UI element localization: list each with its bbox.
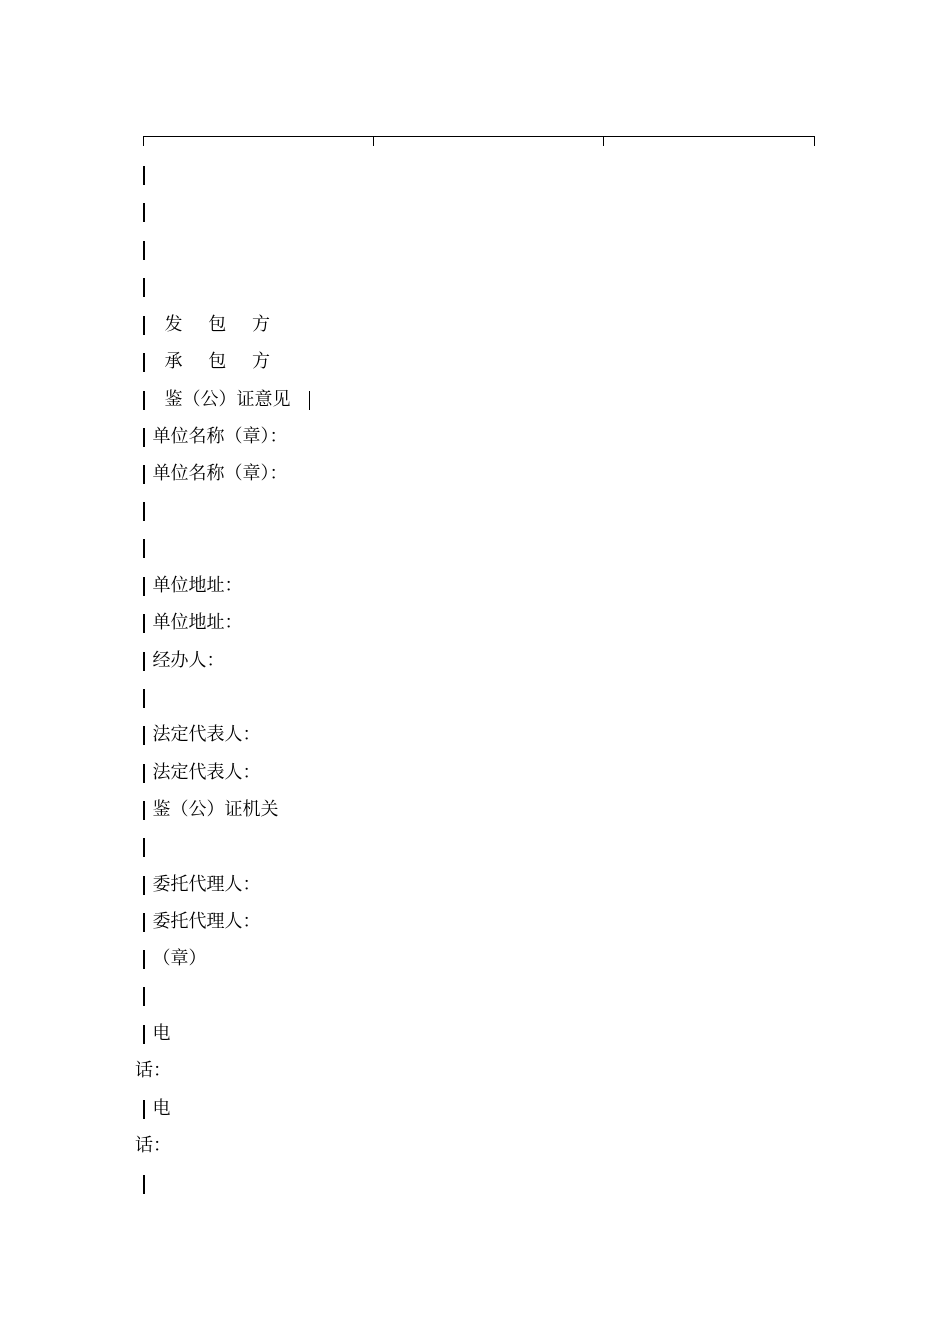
party-a-heading: 发 包 方: [164, 314, 280, 335]
cell-border: [143, 838, 145, 857]
cell-border: [143, 913, 145, 932]
cell-border: [143, 502, 145, 521]
cell-border: [143, 876, 145, 895]
unit-address-label: 单位地址：: [152, 575, 243, 596]
cell-border: [143, 1175, 145, 1194]
cell-border: [143, 950, 145, 969]
table-row: [143, 948, 207, 970]
table-row: [143, 1098, 171, 1120]
table-row: [143, 463, 288, 485]
cell-border: [143, 316, 145, 335]
table-row: [143, 426, 288, 448]
cell-border: [143, 764, 145, 783]
table-top-border: [143, 136, 815, 137]
cell-border: [143, 353, 145, 372]
empty-row: [143, 239, 153, 261]
cell-border: [143, 1100, 145, 1119]
phone-label-part2: 话：: [135, 1135, 171, 1156]
legal-rep-label: 法定代表人：: [152, 724, 261, 745]
phone-label-part2: 话：: [135, 1060, 171, 1081]
seal-label: （章）: [152, 948, 207, 969]
empty-row: [143, 836, 153, 858]
phone-label-part1: 电: [152, 1023, 171, 1044]
phone-label-part1: 电: [152, 1098, 171, 1119]
empty-row: [143, 537, 153, 559]
cell-border: [143, 726, 145, 745]
empty-row: [143, 276, 153, 298]
empty-row: [143, 1173, 153, 1195]
agent-label: 委托代理人：: [152, 874, 261, 895]
column-tick: [143, 136, 144, 146]
cell-border: [143, 689, 145, 708]
empty-row: [143, 687, 153, 709]
unit-address-label: 单位地址：: [152, 612, 243, 633]
header-row: [143, 389, 310, 411]
empty-row: [143, 985, 153, 1007]
header-row: [143, 351, 280, 373]
agent-label: 委托代理人：: [152, 911, 261, 932]
unit-name-label: 单位名称（章）：: [152, 463, 288, 484]
handler-label: 经办人：: [152, 650, 225, 671]
empty-row: [143, 164, 153, 186]
header-row: [143, 314, 280, 336]
cell-border: [143, 278, 145, 297]
cell-border: [143, 652, 145, 671]
cell-border: [143, 577, 145, 596]
cell-border: [143, 391, 145, 410]
cell-border: [143, 203, 145, 222]
cell-border: [143, 465, 145, 484]
cell-border: [143, 241, 145, 260]
table-row: [143, 1023, 171, 1045]
table-row: [143, 911, 261, 933]
cell-border: [143, 987, 145, 1006]
cell-border: [143, 1025, 145, 1044]
empty-row: [143, 500, 153, 522]
cell-border: [143, 614, 145, 633]
notary-office-label: 鉴（公）证机关: [152, 799, 279, 820]
notary-opinion-heading: 鉴（公）证意见: [164, 389, 291, 410]
unit-name-label: 单位名称（章）：: [152, 426, 288, 447]
table-row: [143, 650, 225, 672]
table-row: [143, 874, 261, 896]
cell-border: [143, 428, 145, 447]
column-tick: [814, 136, 815, 146]
table-row: [143, 762, 261, 784]
table-row: [143, 799, 279, 821]
table-row: [143, 724, 261, 746]
legal-rep-label: 法定代表人：: [152, 762, 261, 783]
party-b-heading: 承 包 方: [164, 351, 280, 372]
cell-border: [309, 391, 311, 410]
table-row: [143, 575, 243, 597]
column-tick: [603, 136, 604, 146]
table-row: [143, 612, 243, 634]
cell-border: [143, 539, 145, 558]
column-tick: [373, 136, 374, 146]
cell-border: [143, 166, 145, 185]
empty-row: [143, 201, 153, 223]
cell-border: [143, 801, 145, 820]
